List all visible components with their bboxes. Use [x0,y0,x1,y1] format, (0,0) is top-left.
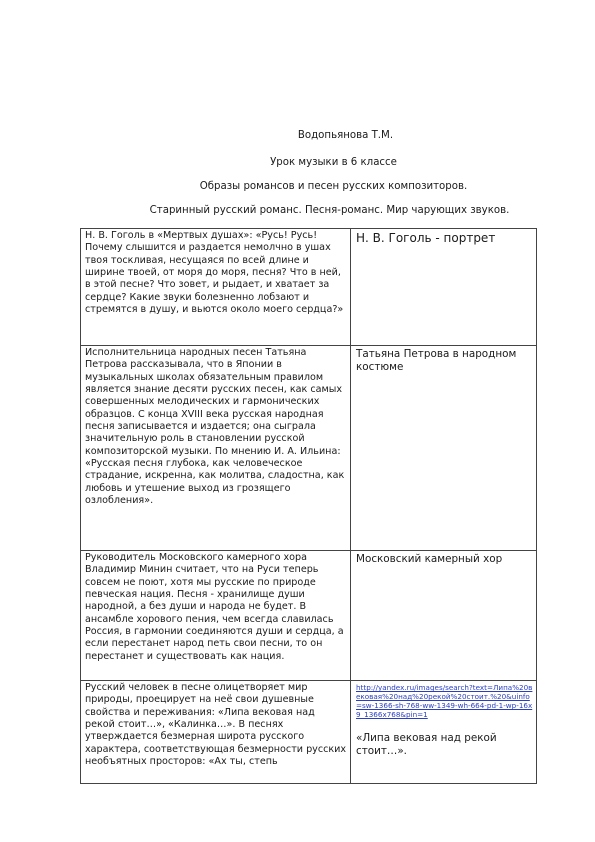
image-caption-cell [351,229,537,346]
table-row [81,346,537,551]
cell-text: Русский человек в песне олицетворяет мир природы, проецирует на неё свои душевные свойства и переживания: «Липа вековая над рекой стоит…», «Калинка…». В песнях утверждается безмерная широта русского характера, соответствующая безмерности русских необъятных просторов: «Ах ты, степь [85,682,347,768]
cell-text: Н. В. Гоголь в «Мертвых душах»: «Русь! Русь! Почему слышится и раздается немолчно в ушах твоя тоскливая, несущаяся по всей длине и ширине твоей, от моря до моря, песня? Что в ней, в этой песне? Что зовет, и рыдает, и хватает за сердце? Какие звуки болезненно лобзают и стремятся в душу, и вьются около моего сердца?» [85,230,344,316]
text-cell [81,551,351,681]
image-caption-cell [351,551,537,681]
cell-text: Руководитель Московского камерного хора Владимир Минин считает, что на Руси теперь совсем не поют, хотя мы русские по природе певческая нация. Песня - хранилище души народной, а без души и народа не будет. В ансамбле хорового пения, чем всегда славилась Россия, в гармонии соединяются души и сердца, а если перестанет народ петь свои песни, то он перестанет и существовать как нация. [85,552,344,662]
image-search-link[interactable]: http://yandex.ru/images/search?text=Липа%20вековая%20над%20рекой%20стоит.%20&uinfo=sw-1366-sh-768-ww-1349-wh-664-pd-1-wp-16x9_1366x768&pin=1 [356,683,533,719]
table-row [81,681,537,784]
lesson-table [80,228,537,784]
text-cell [81,681,351,784]
cell-text: Исполнительница народных песен Татьяна Петрова рассказывала, что в Японии в музыкальных школах обязательным правилом является знание десяти русских песен, как самых совершенных мелодических и гармонических образцов. С конца XVIII века русская народная песня записывается и издается; она сыграла значительную роль в становлении русской композиторской музыки. По мнению И. А. Ильина: «Русская песня глубока, как человеческое страдание, искренна, как молитва, сладостна, как любовь и утешение выход из грозящего озлобления». [85,347,345,507]
image-caption-cell [351,681,537,784]
cell-caption: Н. В. Гоголь - портрет [356,231,496,245]
cell-caption: Московский камерный хор [356,553,503,565]
text-cell [81,346,351,551]
theme-line: Образы романсов и песен русских композиторов. [199,181,468,192]
author-line: Водопьянова Т.М. [297,130,394,141]
text-cell [81,229,351,346]
image-caption-cell [351,346,537,551]
lesson-line: Урок музыки в 6 классе [270,157,397,168]
cell-caption: Татьяна Петрова в народном костюме [356,348,517,373]
cell-caption: «Липа вековая над рекой стоит…». [356,732,497,757]
table-row [81,551,537,681]
table-row [81,229,537,346]
subtheme-line: Старинный русский романс. Песня-романс. Мир чарующих звуков. [149,205,510,216]
